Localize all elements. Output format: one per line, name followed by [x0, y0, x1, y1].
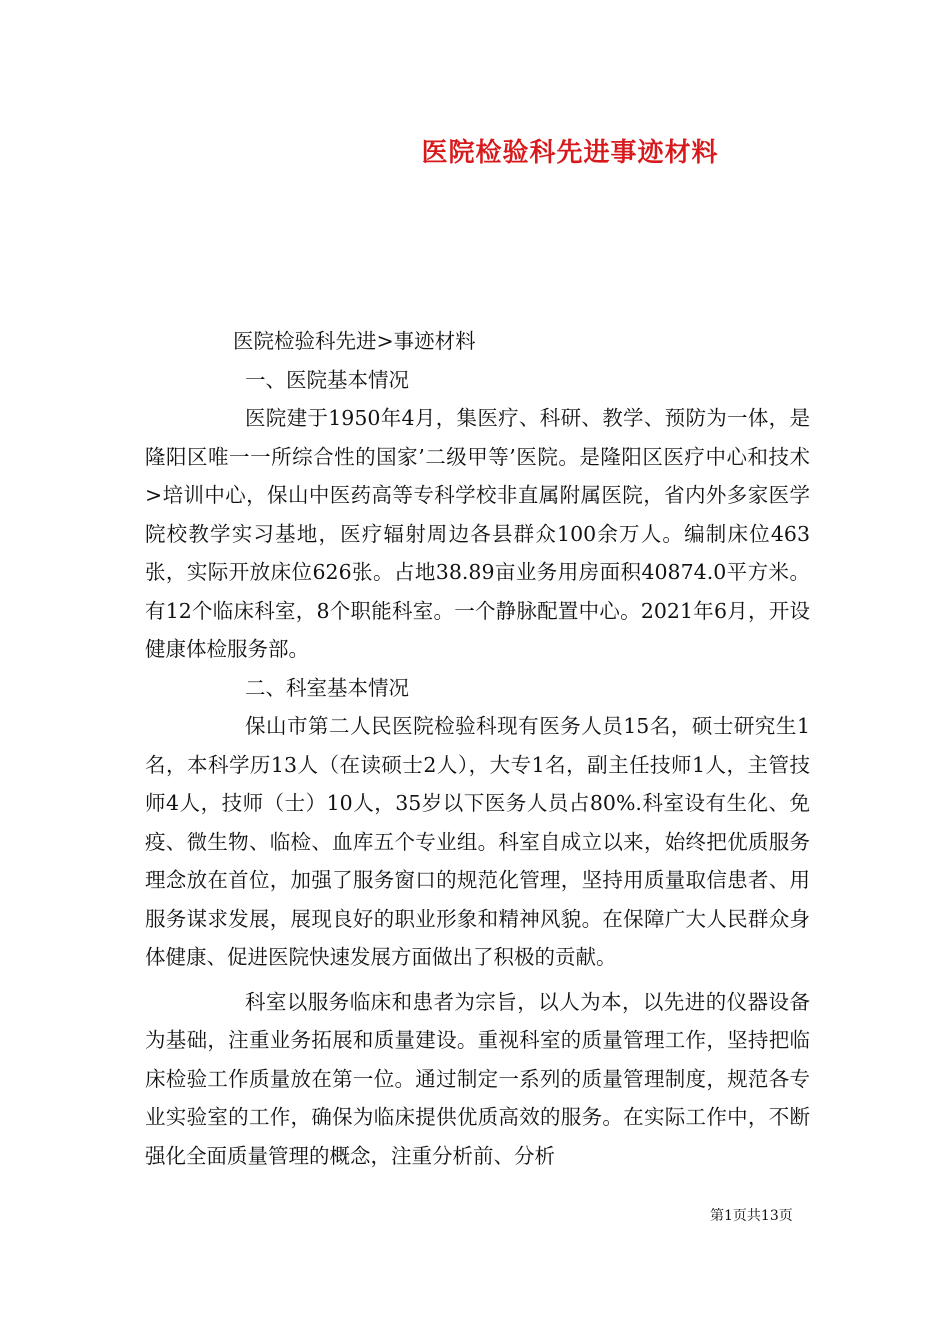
page-number: 第1页共13页	[710, 1208, 793, 1224]
section-1-paragraph-1: 医院建于1950年4月，集医疗、科研、教学、预防为一体，是隆阳区唯一一所综合性的国家’二级甲等’医院。是隆阳区医疗中心和技术>培训中心，保山中医药高等专科学校非直属附属医院，省内外多家医学院校教学实习基地，医疗辐射周边各县群众100余万人。编制床位463张，实际开放床位626张。占地38.89亩业务用房面积40874.0平方米。有12个临床科室，8个职能科室。一个静脉配置中心。2021年6月，开设健康体检服务部。	[145, 406, 810, 661]
document-title: 医院检验科先进事迹材料	[421, 138, 719, 168]
section-2-paragraph-1: 保山市第二人民医院检验科现有医务人员15名，硕士研究生1名，本科学历13人（在读硕士2人），大专1名，副主任技师1人，主管技师4人，技师（士）10人，35岁以下医务人员占80%.科室设有生化、免疫、微生物、临检、血库五个专业组。科室自成立以来，始终把优质服务理念放在首位，加强了服务窗口的规范化管理，坚持用质量取信患者、用服务谋求发展，展现良好的职业形象和精神风貌。在保障广大人民群众身体健康、促进医院快速发展方面做出了积极的贡献。	[145, 714, 810, 969]
document-subtitle: 医院检验科先进>事迹材料	[233, 329, 476, 353]
section-2-paragraph-2: 科室以服务临床和患者为宗旨，以人为本，以先进的仪器设备为基础，注重业务拓展和质量建设。重视科室的质量管理工作，坚持把临床检验工作质量放在第一位。通过制定一系列的质量管理制度，规范各专业实验室的工作，确保为临床提供优质高效的服务。在实际工作中，不断强化全面质量管理的概念，注重分析前、分析	[145, 989, 810, 1168]
document-body	[145, 322, 810, 1175]
section-heading-2: 二、科室基本情况	[245, 675, 409, 700]
section-heading-1: 一、医院基本情况	[245, 367, 409, 392]
